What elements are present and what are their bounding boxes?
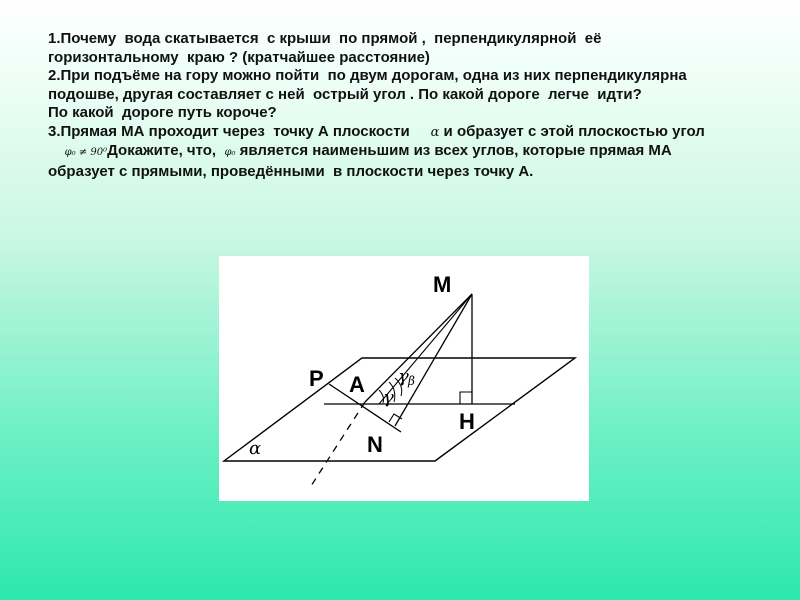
question-2-line-2: подошве, другая составляет с ней острый угол . По какой дороге легче идти? <box>48 85 642 103</box>
label-gamma: γ <box>383 387 394 408</box>
phi-condition-formula: φ₀ ≠ 90⁰ <box>64 147 108 158</box>
phi-symbol: φ₀ <box>224 147 236 158</box>
question-3-line-1-start: 3.Прямая МА проходит через точку А плоскости <box>48 122 410 140</box>
label-A: A <box>349 372 365 397</box>
right-angle-mark-H <box>460 392 472 404</box>
line-MA-dashed <box>311 402 365 486</box>
question-3-line-2-end: является наименьшим из всех углов, которые прямая МА <box>239 142 672 159</box>
question-2-line-1: 2.При подъёме на гору можно пойти по двум дорогам, одна из них перпендикулярна <box>48 67 687 84</box>
geometry-diagram <box>219 256 589 501</box>
question-3-line-2 <box>48 142 778 163</box>
geometry-figure <box>219 256 589 501</box>
label-gamma-beta: γ <box>398 366 409 387</box>
label-alpha: α <box>249 438 262 459</box>
question-text-block <box>48 30 778 181</box>
question-1-line-2: горизонтальному краю ? (кратчайшее расстояние) <box>48 48 430 66</box>
label-M: M <box>433 272 452 297</box>
right-angle-mark-N <box>389 414 402 422</box>
label-P: P <box>309 366 324 391</box>
label-beta-subscript: β <box>408 374 415 388</box>
alpha-symbol: α <box>430 124 440 140</box>
question-3-line-1-end: и образует с этой плоскостью угол <box>439 122 705 140</box>
question-1-line-1: 1.Почему вода скатывается с крыши по прямой , перпендикулярной её <box>48 30 602 47</box>
label-H: H <box>459 409 475 434</box>
question-3-line-2-start: Докажите, что, <box>107 142 217 159</box>
question-3-line-1 <box>48 123 778 143</box>
label-N: N <box>367 432 383 457</box>
question-3-line-3: образует с прямыми, проведёнными в плоскости через точку А. <box>48 162 534 180</box>
question-2-line-3: По какой дороге путь короче? <box>48 104 277 121</box>
